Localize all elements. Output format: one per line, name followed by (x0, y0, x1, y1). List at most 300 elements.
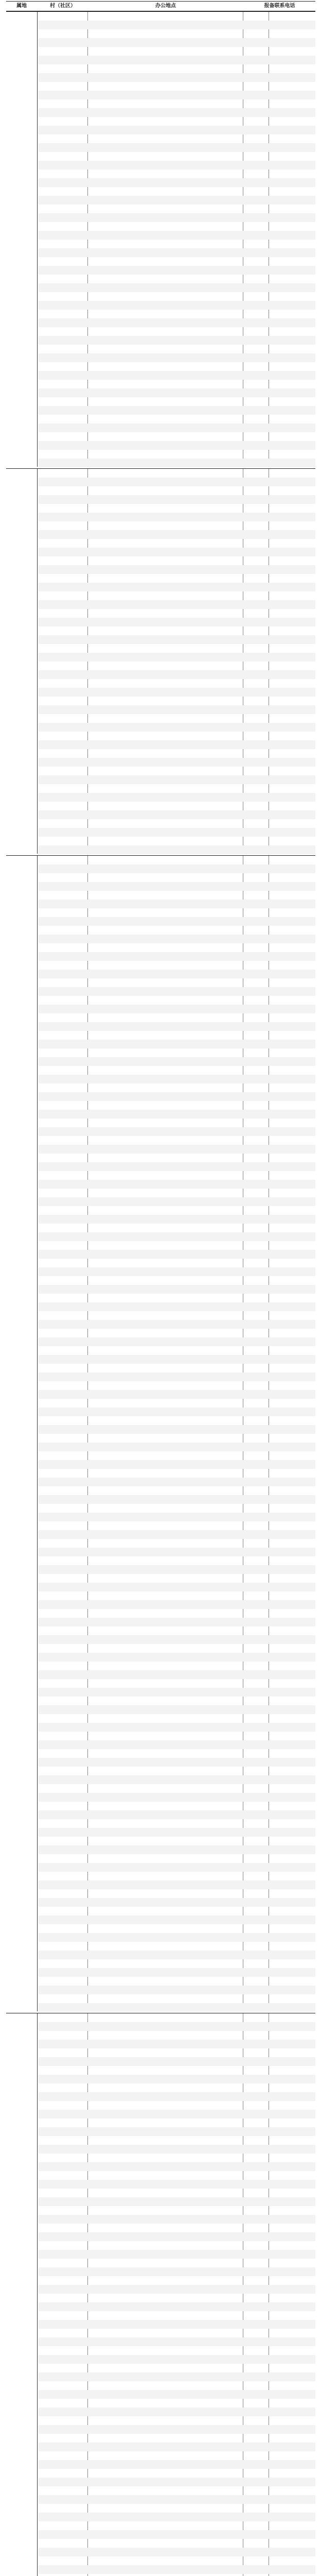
contact-phone (270, 865, 315, 873)
contact-phone (270, 1565, 315, 1574)
contact-person (244, 2548, 269, 2556)
contact-person (244, 548, 269, 556)
table-row (38, 82, 315, 91)
table-row (38, 2320, 315, 2329)
office-address (88, 1591, 243, 1600)
office-address (88, 143, 243, 152)
table-row (38, 91, 315, 99)
table-row (38, 767, 315, 775)
village-name (38, 423, 87, 432)
table-row (38, 2136, 315, 2145)
office-address (88, 2443, 243, 2451)
contact-person (244, 513, 269, 521)
office-address (88, 196, 243, 205)
contact-person (244, 161, 269, 170)
village-name (38, 1425, 87, 1434)
village-name (38, 2504, 87, 2513)
village-name (38, 1775, 87, 1784)
office-address (88, 2101, 243, 2110)
village-name (38, 2057, 87, 2066)
contact-phone (270, 574, 315, 583)
contact-person (244, 397, 269, 406)
contact-phone (270, 2556, 315, 2565)
office-address (88, 1495, 243, 1504)
office-address (88, 837, 243, 845)
table-row (38, 459, 315, 467)
contact-person (244, 82, 269, 91)
village-name (38, 134, 87, 143)
table-row (38, 2548, 315, 2556)
village-name (38, 126, 87, 134)
contact-person (244, 2399, 269, 2408)
table-row (38, 1697, 315, 1705)
contact-person (244, 1416, 269, 1425)
office-address (88, 2390, 243, 2399)
village-name (38, 1679, 87, 1688)
village-name (38, 248, 87, 257)
contact-phone (270, 2250, 315, 2259)
contact-phone (270, 882, 315, 891)
contact-phone (270, 1241, 315, 1250)
contact-phone (270, 336, 315, 345)
village-name (38, 1197, 87, 1206)
village-name (38, 178, 87, 187)
office-address (88, 1521, 243, 1530)
village-name (38, 1162, 87, 1171)
office-address (88, 1959, 243, 1968)
contact-phone (270, 2189, 315, 2197)
village-name (38, 775, 87, 784)
contact-phone (270, 1083, 315, 1092)
contact-person (244, 1276, 269, 1285)
table-row (38, 574, 315, 583)
village-name (38, 2215, 87, 2224)
office-address (88, 2399, 243, 2408)
contact-person (244, 126, 269, 134)
contact-phone (270, 275, 315, 283)
contact-phone (270, 873, 315, 882)
contact-phone (270, 240, 315, 248)
office-address (88, 828, 243, 837)
contact-phone (270, 996, 315, 1005)
table-row (38, 2504, 315, 2513)
contact-phone (270, 688, 315, 697)
contact-person (244, 336, 269, 345)
table-row (38, 891, 315, 900)
contact-person (244, 1767, 269, 1775)
village-name (38, 1565, 87, 1574)
office-address (88, 1837, 243, 1845)
office-address (88, 943, 243, 952)
office-address (88, 2302, 243, 2311)
contact-phone (270, 1986, 315, 1994)
contact-person (244, 626, 269, 635)
village-name (38, 926, 87, 935)
contact-person (244, 653, 269, 662)
office-address (88, 1486, 243, 1495)
village-name (38, 2285, 87, 2294)
contact-person (244, 1942, 269, 1951)
office-address (88, 478, 243, 486)
contact-person (244, 635, 269, 644)
village-name (38, 1986, 87, 1994)
table-row (38, 1364, 315, 1372)
contact-phone (270, 2057, 315, 2066)
village-name (38, 793, 87, 802)
village-name (38, 2136, 87, 2145)
table-row (38, 2171, 315, 2180)
table-row (38, 1618, 315, 1626)
village-name (38, 2031, 87, 2040)
office-address (88, 1530, 243, 1539)
contact-person (244, 961, 269, 970)
village-name (38, 1723, 87, 1732)
contact-phone (270, 38, 315, 47)
village-name (38, 837, 87, 845)
table-row (38, 1539, 315, 1548)
contact-phone (270, 2127, 315, 2136)
table-row (38, 2381, 315, 2390)
office-address (88, 170, 243, 178)
village-name (38, 1101, 87, 1110)
contact-phone (270, 644, 315, 653)
contact-phone (270, 423, 315, 432)
village-name (38, 222, 87, 231)
office-address (88, 1819, 243, 1828)
office-address (88, 47, 243, 56)
table-row (38, 548, 315, 556)
village-name (38, 935, 87, 943)
table-row (38, 1723, 315, 1732)
office-address (88, 64, 243, 73)
contact-person (244, 1898, 269, 1907)
village-name (38, 231, 87, 240)
table-row (38, 1329, 315, 1337)
contact-person (244, 1329, 269, 1337)
village-name (38, 1758, 87, 1767)
village-name (38, 1714, 87, 1723)
table-row (38, 1425, 315, 1434)
contact-person (244, 775, 269, 784)
contact-person (244, 1013, 269, 1022)
office-address (88, 2556, 243, 2565)
office-address (88, 327, 243, 336)
contact-phone (270, 618, 315, 626)
contact-person (244, 1924, 269, 1933)
village-name (38, 1285, 87, 1294)
table-row (38, 38, 315, 47)
table-row (38, 117, 315, 126)
village-name (38, 478, 87, 486)
village-name (38, 1232, 87, 1241)
contact-person (244, 2285, 269, 2294)
contact-person (244, 1662, 269, 1670)
office-address (88, 1206, 243, 1215)
office-address (88, 1355, 243, 1364)
table-row (38, 662, 315, 670)
office-address (88, 1224, 243, 1232)
village-name (38, 2267, 87, 2276)
table-row (38, 2530, 315, 2539)
contact-phone (270, 2469, 315, 2478)
contact-person (244, 1600, 269, 1609)
office-address (88, 38, 243, 47)
contact-person (244, 943, 269, 952)
office-address (88, 1968, 243, 1977)
contact-phone (270, 1416, 315, 1425)
office-address (88, 1951, 243, 1959)
village-name (38, 1083, 87, 1092)
contact-person (244, 688, 269, 697)
table-row (38, 865, 315, 873)
contact-person (244, 1486, 269, 1495)
village-name (38, 406, 87, 415)
village-name (38, 996, 87, 1005)
office-address (88, 2539, 243, 2548)
office-address (88, 2259, 243, 2267)
village-name (38, 1250, 87, 1259)
contact-phone (270, 266, 315, 275)
village-name (38, 1460, 87, 1469)
office-address (88, 521, 243, 530)
village-name (38, 697, 87, 705)
table-row (38, 478, 315, 486)
contact-phone (270, 450, 315, 459)
contact-phone (270, 1837, 315, 1845)
contact-person (244, 2197, 269, 2206)
contact-person (244, 1259, 269, 1267)
village-name (38, 2092, 87, 2101)
office-address (88, 12, 243, 21)
office-address (88, 1732, 243, 1740)
contact-phone (270, 2224, 315, 2232)
table-row (38, 1127, 315, 1136)
office-address (88, 266, 243, 275)
table-row (38, 301, 315, 310)
contact-person (244, 1381, 269, 1390)
contact-person (244, 574, 269, 583)
table-row (38, 1635, 315, 1644)
contact-person (244, 108, 269, 117)
contact-person (244, 1346, 269, 1355)
contact-phone (270, 1145, 315, 1154)
contact-person (244, 1863, 269, 1872)
village-name (38, 371, 87, 380)
office-address (88, 380, 243, 388)
table-row (38, 1819, 315, 1828)
contact-phone (270, 1539, 315, 1548)
table-row (38, 1171, 315, 1180)
table-row (38, 1889, 315, 1898)
contact-phone (270, 802, 315, 810)
contact-phone (270, 1259, 315, 1267)
contact-person (244, 371, 269, 380)
village-name (38, 1364, 87, 1372)
contact-phone (270, 1101, 315, 1110)
table-row (38, 345, 315, 353)
office-address (88, 1898, 243, 1907)
village-name (38, 2083, 87, 2092)
office-address (88, 2031, 243, 2040)
office-address (88, 2276, 243, 2285)
village-name (38, 970, 87, 978)
contact-person (244, 2206, 269, 2215)
table-row (38, 793, 315, 802)
office-address (88, 530, 243, 539)
contact-phone (270, 1819, 315, 1828)
contact-phone (270, 1977, 315, 1986)
table-row (38, 1556, 315, 1565)
village-name (38, 21, 87, 29)
contact-person (244, 1083, 269, 1092)
table-row (38, 565, 315, 574)
village-name (38, 662, 87, 670)
village-name (38, 1530, 87, 1539)
village-name (38, 1635, 87, 1644)
contact-phone (270, 1346, 315, 1355)
office-address (88, 2057, 243, 2066)
contact-person (244, 926, 269, 935)
office-address (88, 2232, 243, 2241)
contact-person (244, 2556, 269, 2565)
contact-person (244, 856, 269, 865)
contact-phone (270, 196, 315, 205)
village-name (38, 891, 87, 900)
contact-phone (270, 1390, 315, 1399)
office-address (88, 1548, 243, 1556)
contact-phone (270, 1810, 315, 1819)
contact-person (244, 891, 269, 900)
table-row (38, 1101, 315, 1110)
office-address (88, 441, 243, 450)
contact-phone (270, 318, 315, 327)
contact-person (244, 2066, 269, 2075)
village-name (38, 1399, 87, 1408)
village-name (38, 1005, 87, 1013)
contact-phone (270, 723, 315, 732)
office-address (88, 591, 243, 600)
office-address (88, 1005, 243, 1013)
office-address (88, 1994, 243, 2003)
contact-phone (270, 257, 315, 266)
table-row (38, 2390, 315, 2399)
village-name (38, 653, 87, 662)
table-row (38, 2057, 315, 2066)
office-address (88, 609, 243, 618)
contact-person (244, 873, 269, 882)
office-address (88, 1136, 243, 1145)
office-address (88, 283, 243, 292)
contact-person (244, 1320, 269, 1329)
contact-phone (270, 2154, 315, 2162)
village-name (38, 1259, 87, 1267)
contact-phone (270, 1767, 315, 1775)
contact-person (244, 978, 269, 987)
office-address (88, 362, 243, 371)
office-address (88, 1215, 243, 1224)
village-name (38, 450, 87, 459)
contact-phone (270, 1670, 315, 1679)
contact-phone (270, 56, 315, 64)
table-row (38, 644, 315, 653)
contact-phone (270, 91, 315, 99)
contact-person (244, 2189, 269, 2197)
village-name (38, 732, 87, 740)
table-row (38, 1206, 315, 1215)
table-row (38, 943, 315, 952)
contact-person (244, 1994, 269, 2003)
office-address (88, 2320, 243, 2329)
table-row (38, 1460, 315, 1469)
contact-phone (270, 758, 315, 767)
table-row (38, 952, 315, 961)
table-row (38, 2311, 315, 2320)
office-address (88, 1775, 243, 1784)
office-address (88, 2486, 243, 2495)
village-name (38, 2469, 87, 2478)
contact-person (244, 1189, 269, 1197)
contact-person (244, 1215, 269, 1224)
village-name (38, 1355, 87, 1364)
office-address (88, 1907, 243, 1916)
contact-person (244, 2267, 269, 2276)
contact-phone (270, 2451, 315, 2460)
contact-phone (270, 126, 315, 134)
contact-person (244, 406, 269, 415)
village-name (38, 2355, 87, 2364)
contact-person (244, 2083, 269, 2092)
table-row (38, 513, 315, 521)
contact-phone (270, 2434, 315, 2443)
office-address (88, 2197, 243, 2206)
table-row (38, 1530, 315, 1539)
village-name (38, 2539, 87, 2548)
table-row (38, 600, 315, 609)
contact-phone (270, 2355, 315, 2364)
village-rows (38, 2013, 315, 2576)
village-name (38, 213, 87, 222)
contact-phone (270, 1022, 315, 1031)
contact-phone (270, 2530, 315, 2539)
table-row (38, 670, 315, 679)
table-row (38, 1154, 315, 1162)
office-address (88, 2381, 243, 2390)
contact-person (244, 1548, 269, 1556)
village-name (38, 1469, 87, 1478)
contact-person (244, 1574, 269, 1583)
contact-person (244, 56, 269, 64)
office-address (88, 2451, 243, 2460)
contact-person (244, 2276, 269, 2285)
contact-phone (270, 1618, 315, 1626)
contact-phone (270, 82, 315, 91)
village-name (38, 828, 87, 837)
village-name (38, 2451, 87, 2460)
table-row (38, 1810, 315, 1819)
contact-phone (270, 21, 315, 29)
table-row (38, 697, 315, 705)
office-address (88, 2206, 243, 2215)
contact-phone (270, 970, 315, 978)
contact-phone (270, 943, 315, 952)
contact-person (244, 1127, 269, 1136)
village-name (38, 900, 87, 908)
contact-phone (270, 1609, 315, 1618)
village-name (38, 2548, 87, 2556)
village-name (38, 117, 87, 126)
contact-phone (270, 1110, 315, 1118)
contact-person (244, 583, 269, 591)
